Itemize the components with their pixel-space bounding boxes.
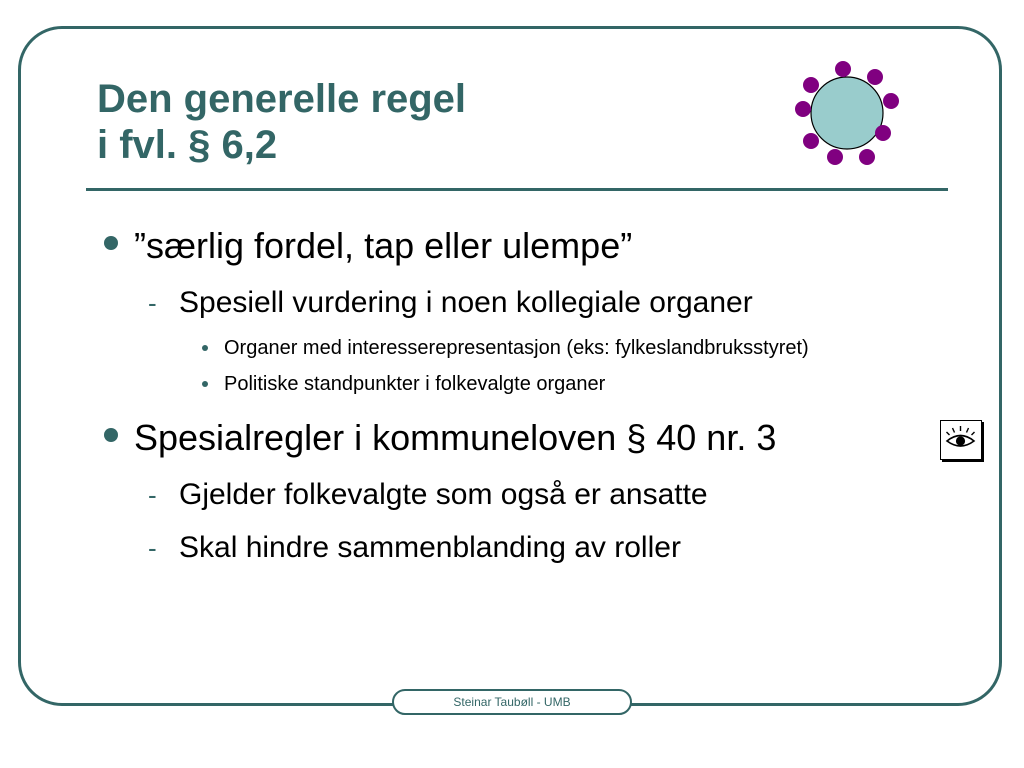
sub-sub-bullet-marker: [202, 345, 208, 351]
bullet-marker: [104, 428, 118, 442]
bullet-text: Spesialregler i kommuneloven § 40 nr. 3: [134, 417, 777, 458]
sub-bullet-text: Skal hindre sammenblanding av roller: [179, 531, 681, 564]
dash-marker: -: [148, 288, 157, 318]
sub-sub-bullet-marker: [202, 381, 208, 387]
eye-icon: [941, 421, 980, 458]
sub-bullet-text: Spesiell vurdering i noen kollegiale organer: [179, 286, 753, 319]
sub-sub-bullet-text: Organer med interesserepresentasjon (eks: fylkeslandbruksstyret): [224, 337, 809, 359]
sub-bullet-text: Gjelder folkevalgte som også er ansatte: [179, 478, 708, 511]
bullet-text: ”særlig fordel, tap eller ulempe”: [134, 225, 633, 266]
sub-sub-bullet-text: Politiske standpunkter i folkevalgte organer: [224, 373, 606, 395]
eye-action-button[interactable]: [940, 420, 982, 460]
slide-title-line-1: Den generelle regel: [97, 77, 467, 121]
dash-marker: -: [148, 480, 157, 510]
slide-title-line-2: i fvl. § 6,2: [97, 123, 278, 167]
footer-author: Steinar Taubøll - UMB: [392, 689, 632, 715]
bullet-marker: [104, 236, 118, 250]
dash-marker: -: [148, 533, 157, 563]
